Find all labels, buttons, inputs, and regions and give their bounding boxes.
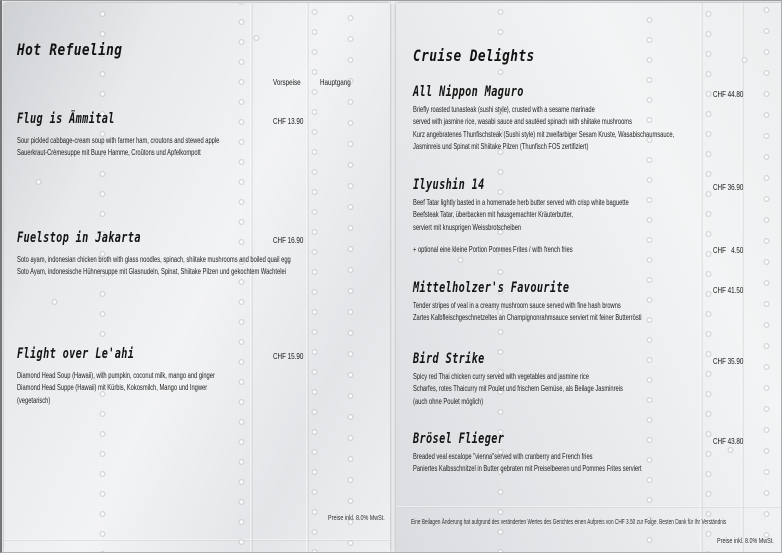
menu-item-name: All Nippon Maguro <box>413 84 524 100</box>
menu-item-description <box>413 104 776 153</box>
menu-item-name: Ilyushin 14 <box>413 177 485 193</box>
menu-item-description <box>413 197 713 234</box>
page-title-cruise-delights: Cruise Delights <box>413 46 535 65</box>
description-line: Soto Ayam, indonesische Hühnersuppe mit Glasnudeln, Spinat, Shiitake Pilzen und gekochtem Wachtelei <box>17 267 286 277</box>
vat-note-right: Preise inkl. 8.0% MwSt. <box>717 536 774 545</box>
menu-page-mains <box>396 3 782 552</box>
menu-item-description <box>413 300 730 325</box>
description-line: Diamond Head Suppe (Hawaii) mit Kürbis, Kokosmilch, Mango und Ingwer <box>17 383 208 393</box>
vat-note-left: Preise inkl. 8.0% MwSt. <box>328 513 385 522</box>
description-line: Scharfes, rotes Thaicurry mit Poulet und frischem Gemüse, als Beilage Jasminreis <box>413 384 623 394</box>
menu-item-price: CHF 15.90 <box>273 351 304 361</box>
description-line: Sauerkraut-Crèmesuppe mit Buure Hamme, Croûtons und Apfelkompott <box>17 148 201 158</box>
menu-item-name: Flight over Le'ahi <box>17 346 135 362</box>
menu-item-price: CHF 35.90 <box>713 356 744 366</box>
menu-item-name: Fuelstop in Jakarta <box>17 230 141 246</box>
description-line: Diamond Head Soup (Hawaii), with pumpkin, coconut milk, mango and ginger <box>17 371 215 380</box>
page-title-hot-refueling: Hot Refueling <box>17 40 123 59</box>
menu-item-name: Mittelholzer's Favourite <box>413 280 570 296</box>
description-line: Soto ayam, indonesian chicken broth with glass noodles, spinach, shiitake mushrooms and boiled quail egg <box>17 255 291 264</box>
description-line: Paniertes Kalbsschnitzel in Butter gebraten mit Preiselbeeren und Pommes Frites serviert <box>413 464 642 474</box>
surcharge-note: Eine Beilagen Änderung hat aufgrund des veränderten Wertes des Gerichtes einen Aufpreis von CHF 3.50 zur Folge. Besten Dank für Ihr Verständnis <box>411 519 727 526</box>
menu-item-price: CHF 44.80 <box>713 89 744 99</box>
menu-item-description <box>17 254 397 279</box>
description-line: Kurz angebratenes Thunfischsteak (Sushi style) mit zweifarbiger Sesam Kruste, Wasabischaumsauce, <box>413 129 675 139</box>
description-line: Tender stripes of veal in a creamy mushroom sauce served with fine hash browns <box>413 301 621 310</box>
description-line: Spicy red Thai chicken curry served with vegetables and jasmine rice <box>413 372 589 381</box>
menu-item-name: Brösel Flieger <box>413 431 505 447</box>
menu-item-name: Bird Strike <box>413 351 485 367</box>
description-line: Beef Tatar lightly basted in a homemade herb butter served with crisp white baguette <box>413 198 629 207</box>
column-header-vorspeise: Vorspeise <box>273 77 301 87</box>
menu-item-description <box>413 371 705 408</box>
menu-item-description <box>17 135 298 160</box>
option-text: + optional eine kleine Portion Pommes Frites / with french fries <box>413 245 573 254</box>
description-line: Briefly roasted tunasteak (sushi style), crusted with a sesame marinade <box>413 105 595 114</box>
description-line: Beefsteak Tatar, überbacken mit hausgemachter Kräuterbutter, <box>413 210 573 220</box>
description-line: Breaded veal escalope "vienna"served with cranberry and French fries <box>413 452 593 461</box>
description-line: (vegetarisch) <box>17 395 51 405</box>
menu-page-starters <box>4 3 390 552</box>
menu-item-price: CHF 16.90 <box>273 235 304 245</box>
menu-item-price: CHF 41.50 <box>713 285 744 295</box>
description-line: serviert mit knusprigen Weissbrotscheiben <box>413 222 522 232</box>
menu-item-name: Flug is Ämmital <box>17 111 115 127</box>
description-line: (auch ohne Poulet möglich) <box>413 396 484 406</box>
description-line: Sour pickled cabbage-cream soup with farmer ham, croutons and stewed apple <box>17 136 220 145</box>
menu-item-price: CHF 36.90 <box>713 182 744 192</box>
description-line: served with jasmine rice, wasabi sauce and sautéed spinach with shiitake mushrooms <box>413 117 632 127</box>
menu-item-description <box>17 370 292 407</box>
column-header-hauptgang: Hauptgang <box>320 77 351 87</box>
description-line: Zartes Kalbfleischgeschnetzeltes an Champignonrahmsauce serviert mit feiner Butterrösti <box>413 313 642 323</box>
menu-item-price: CHF 43.80 <box>713 436 744 446</box>
description-line: Jasminreis und Spinat mit Shiitake Pilzen (Thunfisch FOS zertifiziert) <box>413 141 589 151</box>
menu-item-price: CHF 13.90 <box>273 116 304 126</box>
menu-item-option-french-fries <box>413 245 782 254</box>
option-price: CHF 4.50 <box>713 245 744 255</box>
menu-item-description <box>413 451 730 476</box>
